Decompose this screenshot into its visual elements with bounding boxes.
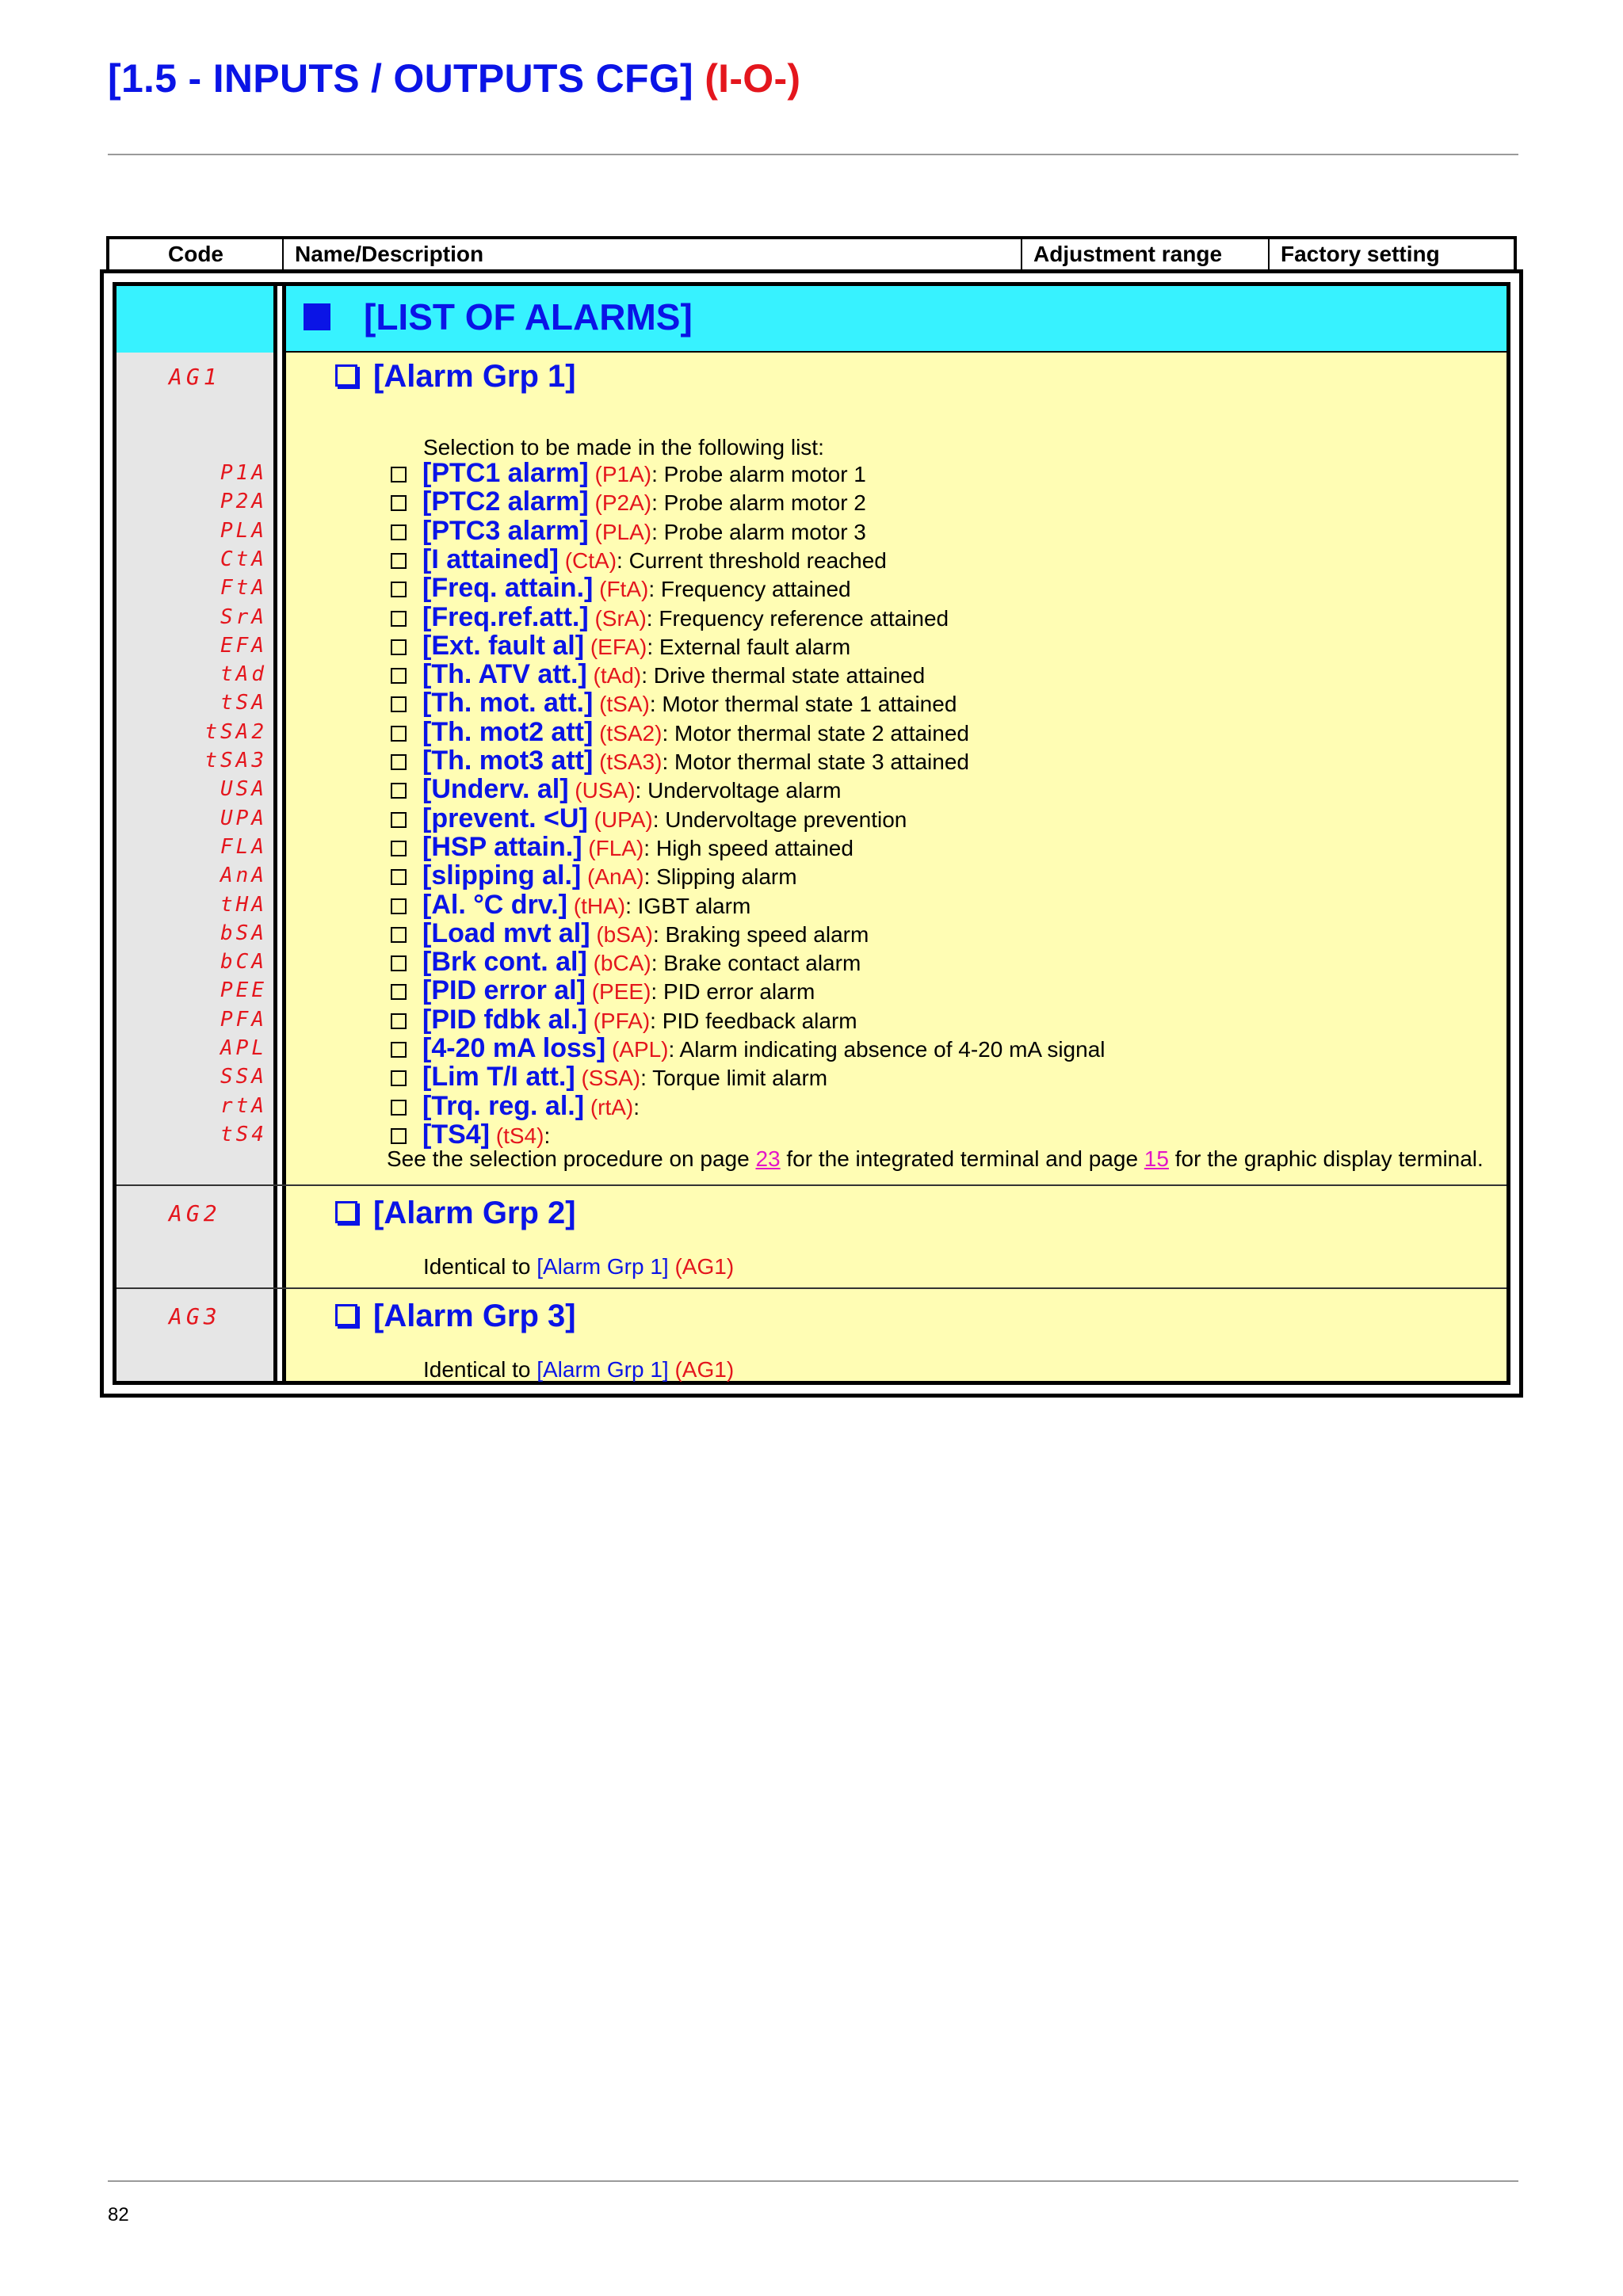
table-header bbox=[106, 236, 1517, 269]
alarm-label: [PTC3 alarm] bbox=[422, 516, 589, 546]
alarm-label: [TS4] bbox=[422, 1119, 490, 1150]
alarm-code-3: CtA bbox=[220, 547, 267, 571]
alarm-option-21[interactable] bbox=[391, 1062, 827, 1093]
alarm-code-16: bSA bbox=[220, 921, 267, 945]
alarm-code-text: (rtA) bbox=[590, 1095, 634, 1119]
alarm-description: : Undervoltage prevention bbox=[652, 807, 907, 832]
alarm-option-10[interactable] bbox=[391, 746, 969, 776]
alarm-label: [4-20 mA loss] bbox=[422, 1033, 606, 1063]
alarm-code-0: P1A bbox=[220, 461, 267, 485]
alarm-option-14[interactable] bbox=[391, 861, 797, 891]
group1-title: [Alarm Grp 1] bbox=[335, 359, 576, 395]
alarm-label: [Th. mot3 att] bbox=[422, 746, 594, 776]
option-checkbox-icon[interactable] bbox=[391, 927, 407, 943]
alarm-option-12[interactable] bbox=[391, 804, 907, 834]
group1-intro: Selection to be made in the following list: bbox=[423, 435, 824, 460]
page-title-main: [1.5 - INPUTS / OUTPUTS CFG] bbox=[108, 56, 693, 101]
option-checkbox-icon[interactable] bbox=[391, 553, 407, 569]
row-divider bbox=[116, 1287, 1507, 1289]
checkbox-icon bbox=[335, 1201, 357, 1223]
alarm-code-19: PFA bbox=[220, 1008, 267, 1032]
alarm-description: : Brake contact alarm bbox=[651, 951, 861, 975]
alarm-code-5: SrA bbox=[220, 605, 267, 629]
selection-note: See the selection procedure on page 23 for the integrated terminal and page 15 for the graphic display terminal. bbox=[387, 1146, 1484, 1171]
alarm-option-9[interactable] bbox=[391, 718, 969, 748]
alarm-option-16[interactable] bbox=[391, 919, 869, 949]
alarm-label: [PTC1 alarm] bbox=[422, 458, 589, 488]
alarm-description: : IGBT alarm bbox=[625, 894, 751, 918]
alarm-code-text: (tSA) bbox=[599, 692, 650, 716]
alarm-code-21: SSA bbox=[220, 1065, 267, 1089]
row-divider bbox=[116, 1184, 1507, 1186]
alarm-option-4[interactable] bbox=[391, 574, 851, 604]
alarm-label: [PTC2 alarm] bbox=[422, 486, 589, 517]
alarm-label: [Trq. reg. al.] bbox=[422, 1091, 585, 1121]
header-range: Adjustment range bbox=[1022, 239, 1270, 269]
alarm-code-17: bCA bbox=[220, 950, 267, 974]
alarm-description: : Frequency attained bbox=[648, 577, 851, 601]
alarm-description: : bbox=[544, 1123, 551, 1148]
header-name: Name/Description bbox=[284, 239, 1022, 269]
option-checkbox-icon[interactable] bbox=[391, 611, 407, 627]
alarm-label: [Freq. attain.] bbox=[422, 573, 594, 603]
page-number: 82 bbox=[108, 2204, 129, 2225]
alarm-description: : Current threshold reached bbox=[617, 548, 887, 573]
option-checkbox-icon[interactable] bbox=[391, 783, 407, 799]
option-checkbox-icon[interactable] bbox=[391, 696, 407, 712]
alarm-code-text: (tAd) bbox=[593, 663, 642, 688]
option-checkbox-icon[interactable] bbox=[391, 898, 407, 914]
menu-square-icon bbox=[304, 303, 330, 330]
option-checkbox-icon[interactable] bbox=[391, 1100, 407, 1116]
alarm-label: [Th. mot. att.] bbox=[422, 688, 594, 718]
alarm-option-22[interactable] bbox=[391, 1092, 640, 1122]
alarm-label: [Al. °C drv.] bbox=[422, 890, 567, 920]
code-column-cap bbox=[116, 286, 273, 353]
menu-band bbox=[286, 286, 1507, 353]
alarm-code-text: (UPA) bbox=[594, 807, 653, 832]
alarm-description: : Motor thermal state 1 attained bbox=[649, 692, 957, 716]
alarm-description: : Torque limit alarm bbox=[640, 1066, 828, 1090]
alarm-description: : Probe alarm motor 3 bbox=[651, 520, 866, 544]
option-checkbox-icon[interactable] bbox=[391, 869, 407, 885]
group3-title: [Alarm Grp 3] bbox=[335, 1299, 576, 1334]
alarm-option-6[interactable] bbox=[391, 631, 850, 662]
option-checkbox-icon[interactable] bbox=[391, 1128, 407, 1144]
alarm-description: : bbox=[633, 1095, 640, 1119]
alarm-code-text: (tHA) bbox=[573, 894, 626, 918]
alarm-option-1[interactable] bbox=[391, 487, 866, 517]
bottom-divider bbox=[108, 2180, 1518, 2182]
alarm-code-8: tSA bbox=[220, 691, 267, 715]
alarm-code-9: tSA2 bbox=[204, 720, 267, 744]
header-factory: Factory setting bbox=[1281, 242, 1440, 266]
option-checkbox-icon[interactable] bbox=[391, 1070, 407, 1086]
alarm-label: [Load mvt al] bbox=[422, 918, 590, 948]
page-title-code: (I-O-) bbox=[705, 56, 801, 101]
group1-code: AG1 bbox=[169, 364, 221, 390]
top-divider bbox=[108, 154, 1518, 155]
alarm-code-text: (CtA) bbox=[564, 548, 617, 573]
option-checkbox-icon[interactable] bbox=[391, 955, 407, 971]
alarm-option-18[interactable] bbox=[391, 976, 815, 1006]
alarm-description: : Probe alarm motor 2 bbox=[651, 490, 866, 515]
alarm-code-text: (tS4) bbox=[495, 1123, 544, 1148]
alarm-label: [slipping al.] bbox=[422, 860, 582, 891]
alarm-description: : Frequency reference attained bbox=[646, 606, 949, 631]
alarm-code-text: (APL) bbox=[611, 1037, 669, 1062]
alarm-label: [PID fdbk al.] bbox=[422, 1005, 587, 1035]
alarm-description: : PID feedback alarm bbox=[650, 1009, 857, 1033]
group3-identical-note: Identical to [Alarm Grp 1] (AG1) bbox=[423, 1357, 735, 1382]
alarm-description: : Probe alarm motor 1 bbox=[651, 462, 866, 486]
alarm-description: : PID error alarm bbox=[651, 979, 815, 1004]
group2-identical-note: Identical to [Alarm Grp 1] (AG1) bbox=[423, 1254, 735, 1279]
alarm-code-text: (FtA) bbox=[599, 577, 649, 601]
alarm-option-2[interactable] bbox=[391, 517, 866, 547]
alarm-option-3[interactable] bbox=[391, 545, 887, 575]
alarm-code-20: APL bbox=[220, 1036, 267, 1060]
group2-title: [Alarm Grp 2] bbox=[335, 1196, 576, 1231]
alarm-label: [Freq.ref.att.] bbox=[422, 602, 589, 632]
alarm-option-13[interactable] bbox=[391, 833, 854, 863]
alarm-code-12: UPA bbox=[220, 807, 267, 830]
alarm-label: [PID error al] bbox=[422, 975, 586, 1005]
alarm-description: : Undervoltage alarm bbox=[635, 778, 842, 803]
alarm-code-text: (AnA) bbox=[587, 864, 644, 889]
group3-code: AG3 bbox=[169, 1303, 221, 1329]
option-checkbox-icon[interactable] bbox=[391, 754, 407, 770]
alarm-code-6: EFA bbox=[220, 634, 267, 658]
alarm-code-4: FtA bbox=[220, 576, 267, 600]
alarm-code-1: P2A bbox=[220, 490, 267, 513]
option-checkbox-icon[interactable] bbox=[391, 841, 407, 856]
alarm-option-20[interactable] bbox=[391, 1034, 1106, 1064]
alarm-code-text: (PFA) bbox=[593, 1009, 651, 1033]
alarm-code-text: (bCA) bbox=[593, 951, 651, 975]
option-checkbox-icon[interactable] bbox=[391, 1042, 407, 1058]
alarm-code-text: (SSA) bbox=[581, 1066, 641, 1090]
alarm-code-text: (USA) bbox=[575, 778, 636, 803]
alarm-label: [Th. ATV att.] bbox=[422, 659, 587, 689]
alarm-code-14: AnA bbox=[220, 864, 267, 887]
alarm-option-17[interactable] bbox=[391, 948, 861, 978]
alarm-code-text: (EFA) bbox=[590, 635, 647, 659]
option-checkbox-icon[interactable] bbox=[391, 726, 407, 742]
alarm-table bbox=[113, 282, 1510, 1385]
alarm-code-10: tSA3 bbox=[204, 749, 267, 772]
alarm-label: [Th. mot2 att] bbox=[422, 717, 594, 747]
alarm-label: [Ext. fault al] bbox=[422, 631, 585, 661]
alarm-code-text: (PEE) bbox=[591, 979, 651, 1004]
alarm-description: : Alarm indicating absence of 4-20 mA signal bbox=[668, 1037, 1106, 1062]
alarm-code-text: (SrA) bbox=[594, 606, 647, 631]
alarm-option-11[interactable] bbox=[391, 775, 841, 805]
alarm-description: : Drive thermal state attained bbox=[641, 663, 926, 688]
alarm-code-15: tHA bbox=[220, 893, 267, 917]
alarm-code-text: (tSA3) bbox=[599, 749, 663, 774]
alarm-code-text: (FLA) bbox=[588, 836, 644, 860]
alarm-code-11: USA bbox=[220, 777, 267, 801]
menu-title: [LIST OF ALARMS] bbox=[364, 296, 693, 338]
alarm-description: : Slipping alarm bbox=[643, 864, 797, 889]
column-separator bbox=[273, 286, 286, 1381]
alarm-code-text: (tSA2) bbox=[599, 721, 663, 746]
alarm-code-18: PEE bbox=[220, 978, 267, 1002]
alarm-label: [HSP attain.] bbox=[422, 832, 582, 862]
alarm-description: : Braking speed alarm bbox=[652, 922, 869, 947]
alarm-description: : High speed attained bbox=[643, 836, 854, 860]
header-code: Code bbox=[109, 239, 284, 269]
option-checkbox-icon[interactable] bbox=[391, 582, 407, 597]
alarm-option-15[interactable] bbox=[391, 891, 750, 921]
alarm-code-13: FLA bbox=[220, 835, 267, 859]
page-link-23[interactable]: 23 bbox=[755, 1146, 781, 1171]
option-checkbox-icon[interactable] bbox=[391, 1013, 407, 1029]
page-link-15[interactable]: 15 bbox=[1144, 1146, 1169, 1171]
alarm-option-5[interactable] bbox=[391, 603, 949, 633]
option-checkbox-icon[interactable] bbox=[391, 495, 407, 511]
alarm-description: : External fault alarm bbox=[647, 635, 851, 659]
alarm-label: [Underv. al] bbox=[422, 774, 569, 804]
alarm-code-text: (PLA) bbox=[594, 520, 652, 544]
group2-code: AG2 bbox=[169, 1200, 221, 1226]
alarm-option-7[interactable] bbox=[391, 660, 925, 690]
checkbox-icon bbox=[335, 364, 357, 387]
page-title bbox=[108, 55, 800, 101]
alarm-code-7: tAd bbox=[220, 662, 267, 686]
alarm-option-0[interactable] bbox=[391, 459, 866, 489]
alarm-description: : Motor thermal state 2 attained bbox=[662, 721, 969, 746]
alarm-description: : Motor thermal state 3 attained bbox=[662, 749, 969, 774]
option-checkbox-icon[interactable] bbox=[391, 524, 407, 540]
option-checkbox-icon[interactable] bbox=[391, 984, 407, 1000]
alarm-label: [I attained] bbox=[422, 544, 559, 574]
option-checkbox-icon[interactable] bbox=[391, 668, 407, 684]
option-checkbox-icon[interactable] bbox=[391, 639, 407, 655]
alarm-code-text: (bSA) bbox=[596, 922, 653, 947]
option-checkbox-icon[interactable] bbox=[391, 812, 407, 828]
alarm-code-23: tS4 bbox=[220, 1123, 267, 1146]
checkbox-icon bbox=[335, 1304, 357, 1326]
option-checkbox-icon[interactable] bbox=[391, 467, 407, 482]
alarm-label: [Lim T/I att.] bbox=[422, 1062, 575, 1092]
alarm-code-22: rtA bbox=[220, 1094, 267, 1118]
alarm-code-text: (P2A) bbox=[594, 490, 652, 515]
alarm-option-19[interactable] bbox=[391, 1005, 857, 1035]
alarm-code-text: (P1A) bbox=[594, 462, 652, 486]
alarm-code-2: PLA bbox=[220, 519, 267, 543]
alarm-option-8[interactable] bbox=[391, 688, 957, 719]
alarm-label: [Brk cont. al] bbox=[422, 947, 587, 977]
alarm-label: [prevent. <U] bbox=[422, 803, 588, 833]
